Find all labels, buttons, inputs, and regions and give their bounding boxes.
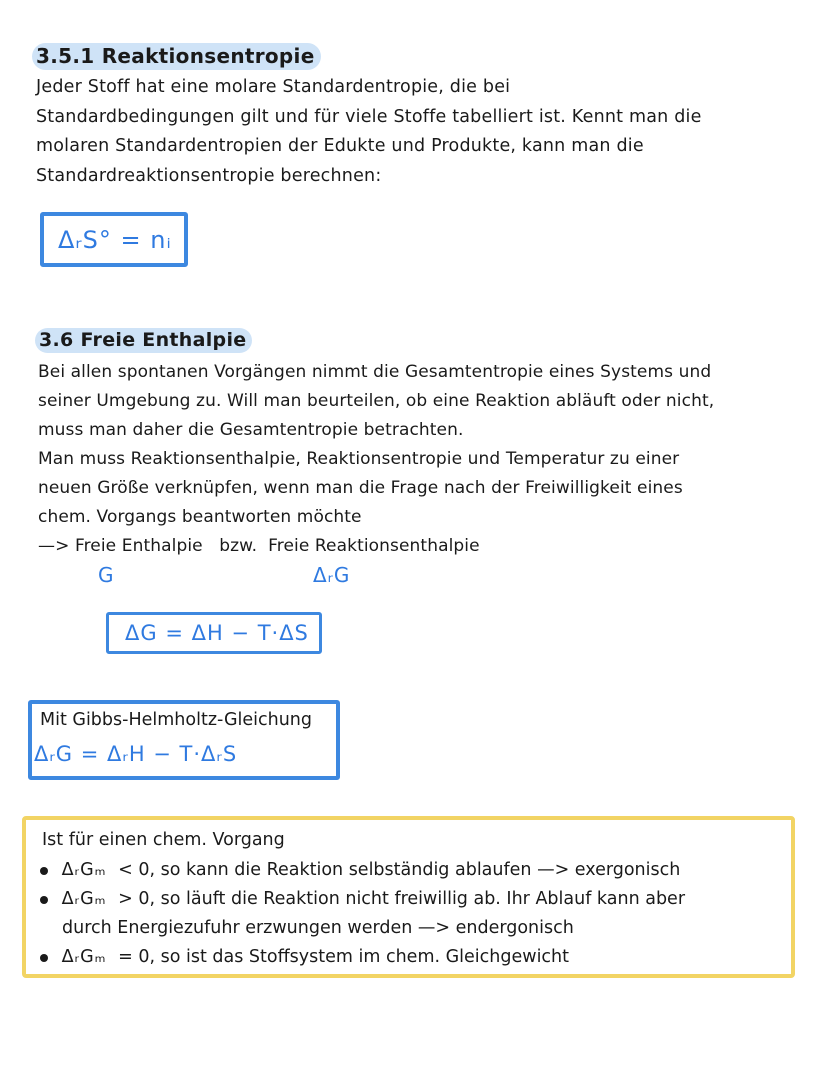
freie-enthalpie-paragraph — [38, 358, 714, 532]
bullet-icon — [40, 867, 48, 875]
conditions-intro: Ist für einen chem. Vorgang — [42, 830, 285, 850]
reaktionsentropie-paragraph — [36, 73, 702, 191]
condition-text: , so kann die Reaktion selbständig ablaufen —> exergonisch — [149, 860, 681, 880]
condition-continuation: durch Energiezufuhr erzwungen werden —> endergonisch — [62, 918, 574, 938]
entropy-formula-box — [40, 212, 188, 267]
condition-symbol: ΔᵣGₘ — [61, 947, 107, 967]
symbol-g: G — [98, 563, 115, 587]
entropy-formula: ΔᵣS° = nᵢ — [58, 226, 172, 254]
text-line: molaren Standardentropien der Edukte und Produkte, kann man die — [36, 136, 644, 156]
conditions-box — [22, 816, 795, 978]
section-heading-reaktionsentropie: 3.5.1 Reaktionsentropie — [32, 43, 321, 70]
text-line: chem. Vorgangs beantworten möchte — [38, 507, 362, 527]
condition-item — [40, 889, 685, 909]
text-line: Man muss Reaktionsenthalpie, Reaktionsentropie und Temperatur zu einer — [38, 449, 680, 469]
arrow-line: —> Freie Enthalpie bzw. Freie Reaktionsenthalpie — [38, 536, 480, 556]
bullet-icon — [40, 954, 48, 962]
text-line: seiner Umgebung zu. Will man beurteilen, ob eine Reaktion abläuft oder nicht, — [38, 391, 715, 411]
condition-item — [40, 860, 680, 880]
condition-symbol: ΔᵣGₘ — [61, 860, 107, 880]
bullet-icon — [40, 896, 48, 904]
condition-item — [40, 947, 569, 967]
gibbs-helmholtz-title: Mit Gibbs-Helmholtz-Gleichung — [40, 710, 313, 730]
text-line: Standardreaktionsentropie berechnen: — [36, 165, 382, 186]
condition-operator: > 0 — [118, 889, 150, 909]
symbol-delta-r-g: ΔᵣG — [313, 563, 351, 587]
condition-text: , so läuft die Reaktion nicht freiwillig ab. Ihr Ablauf kann aber — [149, 889, 686, 909]
gibbs-helmholtz-box — [28, 700, 340, 780]
condition-symbol: ΔᵣGₘ — [61, 889, 107, 909]
text-line: neuen Größe verknüpfen, wenn man die Frage nach der Freiwilligkeit eines — [38, 478, 683, 498]
condition-operator: < 0 — [118, 860, 150, 880]
condition-text: , so ist das Stoffsystem im chem. Gleichgewicht — [149, 947, 570, 967]
gibbs-helmholtz-formula: ΔᵣG = ΔᵣH − T·ΔᵣS — [34, 742, 238, 766]
condition-operator: = 0 — [118, 947, 150, 967]
text-line: Jeder Stoff hat eine molare Standardentropie, die bei — [36, 77, 511, 97]
gibbs-formula: ΔG = ΔH − T·ΔS — [125, 621, 309, 645]
section-heading-freie-enthalpie: 3.6 Freie Enthalpie — [35, 328, 252, 353]
text-line: muss man daher die Gesamtentropie betrachten. — [38, 420, 464, 440]
text-line: Standardbedingungen gilt und für viele Stoffe tabelliert ist. Kennt man die — [36, 106, 702, 127]
gibbs-formula-box — [106, 612, 322, 654]
text-line: Bei allen spontanen Vorgängen nimmt die Gesamtentropie eines Systems und — [38, 362, 712, 382]
